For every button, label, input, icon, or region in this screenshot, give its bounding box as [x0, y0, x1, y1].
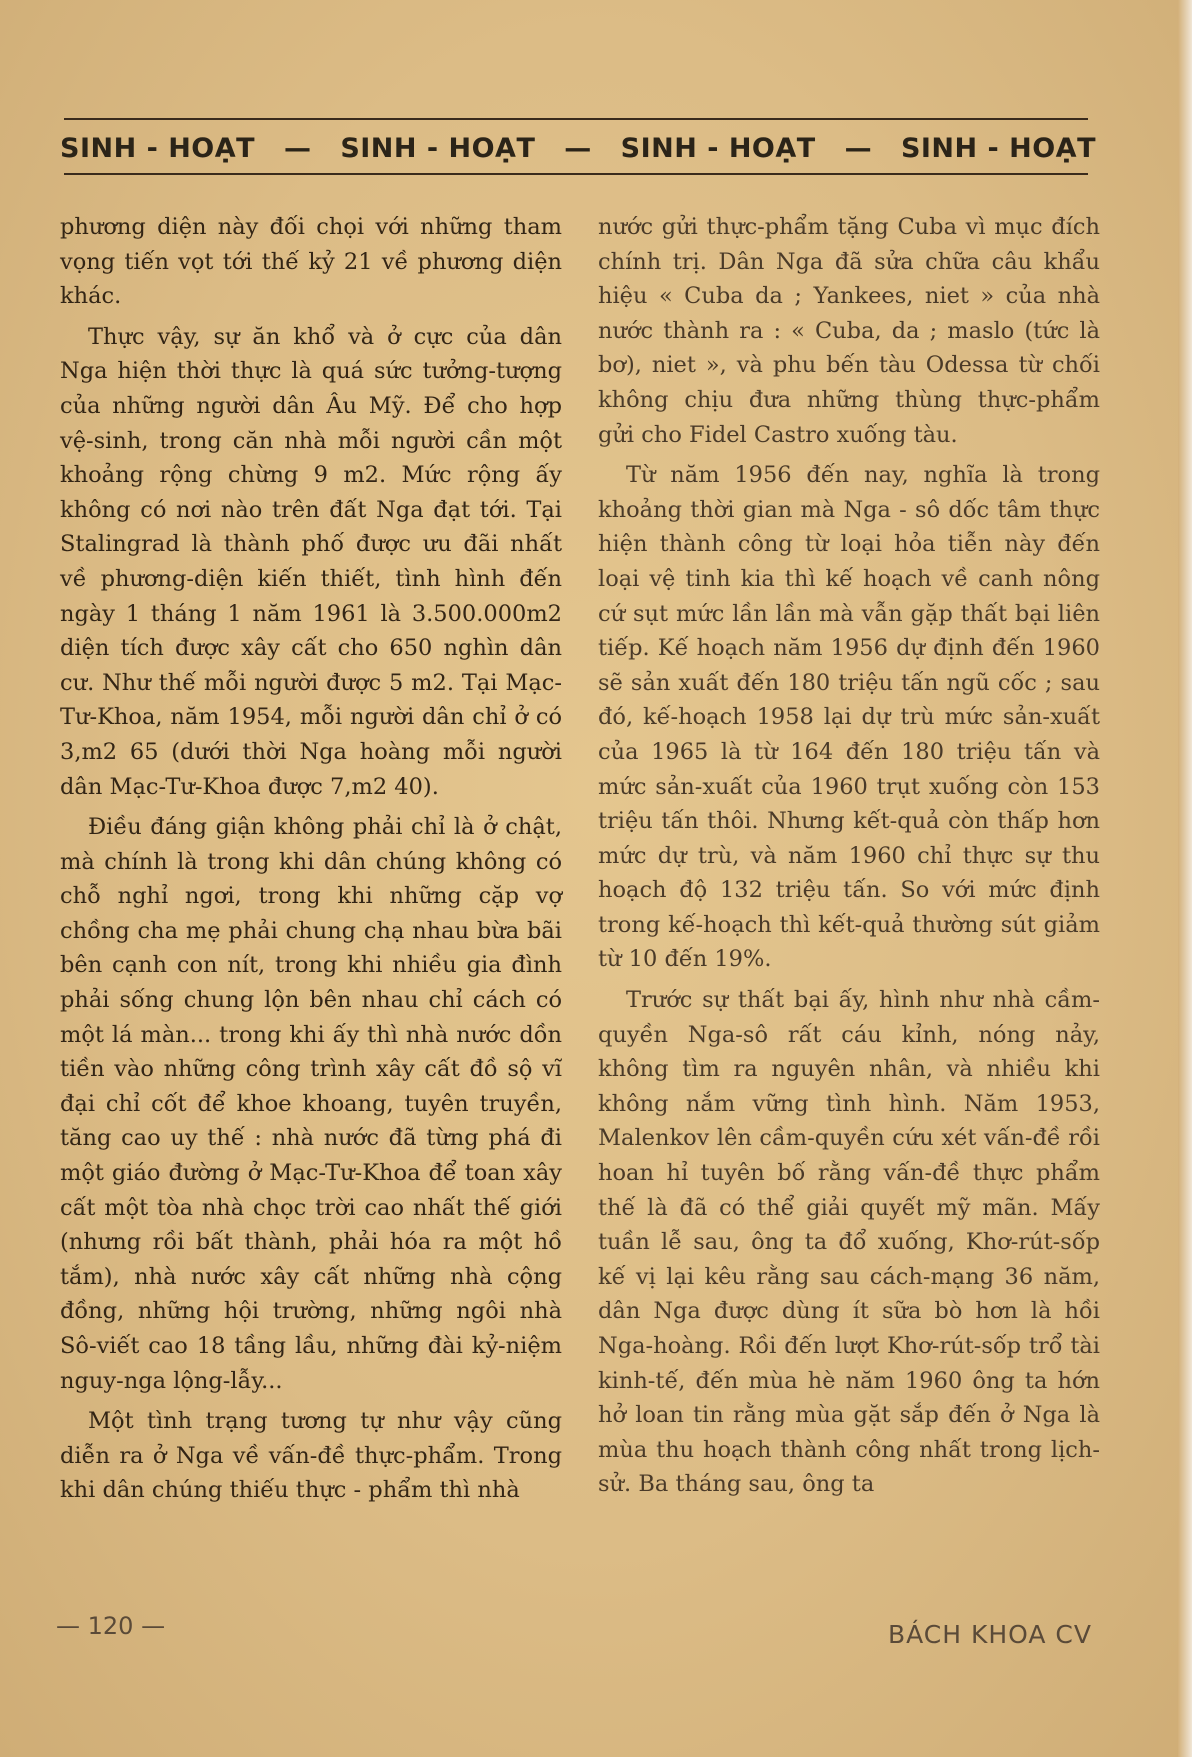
page-number: — 120 —: [56, 1612, 166, 1640]
paragraph: Điều đáng giận không phải chỉ là ở chật, mà chính là trong khi dân chúng không có chỗ nghỉ ngơi, trong khi những cặp vợ chồng cha mẹ phải chung chạ nhau bừa bãi bên cạnh con nít, trong khi nhiều gia đình phải sống chung lộn bên nhau chỉ cách có một lá màn... trong khi ấy thì nhà nước dồn tiền vào những công trình xây cất đồ sộ vĩ đại chỉ cốt để khoe khoang, tuyên truyền, tăng cao uy thế : nhà nước đã từng phá đi một giáo đường ở Mạc-Tư-Khoa để toan xây cất một tòa nhà chọc trời cao nhất thế giới (nhưng rồi bất thành, phải hóa ra một hồ tắm), nhà nước xây cất những nhà cộng đồng, những hội trường, những ngôi nhà Sô-viết cao 18 tầng lầu, những đài kỷ-niệm nguy-nga lộng-lẫy...: [60, 814, 562, 1394]
paragraph: phương diện này đối chọi với những tham vọng tiến vọt tới thế kỷ 21 về phương diện khác.: [60, 214, 562, 310]
left-column: [60, 210, 562, 1514]
header-rule-top: [64, 118, 1088, 120]
header-item: SINH - HOẠT: [340, 132, 536, 164]
paragraph: nước gửi thực-phẩm tặng Cuba vì mục đích chính trị. Dân Nga đã sửa chữa câu khẩu hiệu « Cuba da ; Yankees, niet » của nhà nước thành ra : « Cuba, da ; maslo (tức là bơ), niet », và phu bến tàu Odessa từ chối không chịu đưa những thùng thực-phẩm gửi cho Fidel Castro xuống tàu.: [598, 214, 1100, 448]
paragraph: Từ năm 1956 đến nay, nghĩa là trong khoảng thời gian mà Nga - sô dốc tâm thực hiện thành công từ loại hỏa tiễn này đến loại vệ tinh kia thì kế hoạch về canh nông cứ sụt mức lần lần mà vẫn gặp thất bại liên tiếp. Kế hoạch năm 1956 dự định đến 1960 sẽ sản xuất đến 180 triệu tấn ngũ cốc ; sau đó, kế-hoạch 1958 lại dự trù mức sản-xuất của 1965 là từ 164 đến 180 triệu tấn và mức sản-xuất của 1960 trụt xuống còn 153 triệu tấn thôi. Nhưng kết-quả còn thấp hơn mức dự trù, và năm 1960 chỉ thực sự thu hoạch độ 132 triệu tấn. So với mức định trong kế-hoạch thì kết-quả thường sút giảm từ 10 đến 19%.: [598, 462, 1100, 973]
section-header: [60, 128, 1096, 168]
publication-name: BÁCH KHOA CV: [887, 1620, 1092, 1649]
header-dash: —: [283, 132, 312, 164]
right-column: [598, 210, 1100, 1508]
header-rule-bottom: [64, 173, 1088, 175]
paragraph: Trước sự thất bại ấy, hình như nhà cầm-quyền Nga-sô rất cáu kỉnh, nóng nảy, không tìm ra nguyên nhân, và nhiều khi không nắm vững tình hình. Năm 1953, Malenkov lên cầm-quyền cứu xét vấn-đề rồi hoan hỉ tuyên bố rằng vấn-đề thực phẩm thế là đã có thể giải quyết mỹ mãn. Mấy tuần lễ sau, ông ta đổ xuống, Khơ-rút-sốp kế vị lại kêu rằng sau cách-mạng 36 năm, dân Nga được dùng ít sữa bò hơn là hồi Nga-hoàng. Rồi đến lượt Khơ-rút-sốp trổ tài kinh-tế, đến mùa hè năm 1960 ông ta hớn hở loan tin rằng mùa gặt sắp đến ở Nga là mùa thu hoạch thành công nhất trong lịch-sử. Ba tháng sau, ông ta: [598, 987, 1100, 1498]
header-dash: —: [844, 132, 873, 164]
header-item: SINH - HOẠT: [620, 132, 816, 164]
paragraph: Thực vậy, sự ăn khổ và ở cực của dân Nga hiện thời thực là quá sức tưởng-tượng của những người dân Âu Mỹ. Để cho hợp vệ-sinh, trong căn nhà mỗi người cần một khoảng rộng chừng 9 m2. Mức rộng ấy không có nơi nào trên đất Nga đạt tới. Tại Stalingrad là thành phố được ưu đãi nhất về phương-diện kiến thiết, tình hình đến ngày 1 tháng 1 năm 1961 là 3.500.000m2 diện tích được xây cất cho 650 nghìn dân cư. Như thế mỗi người được 5 m2. Tại Mạc-Tư-Khoa, năm 1954, mỗi người dân chỉ ở có 3,m2 65 (dưới thời Nga hoàng mỗi người dân Mạc-Tư-Khoa được 7,m2 40).: [60, 323, 562, 800]
paragraph: Một tình trạng tương tự như vậy cũng diễn ra ở Nga về vấn-đề thực-phẩm. Trong khi dân chúng thiếu thực - phẩm thì nhà: [60, 1408, 562, 1504]
header-item: SINH - HOẠT: [60, 132, 256, 164]
header-dash: —: [564, 132, 592, 164]
header-item: SINH - HOẠT: [900, 132, 1096, 164]
page-edge: [1178, 0, 1192, 1757]
